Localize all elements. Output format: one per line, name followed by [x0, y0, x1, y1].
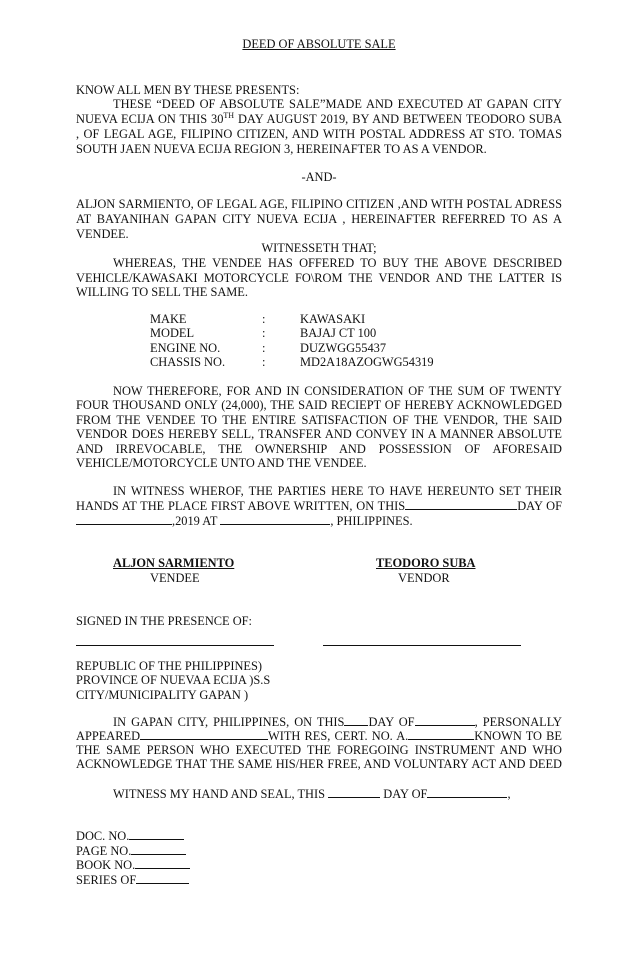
cert-no-blank[interactable] — [408, 728, 474, 740]
witness-signature-line-2[interactable] — [323, 645, 521, 646]
vendee-line-2: AT BAYANIHAN GAPAN CITY NUEVA ECIJA , HEREINAFTER REFERRED TO AS A — [76, 212, 562, 226]
vendee-line-3: VENDEE. — [76, 227, 129, 241]
consideration-line-6: VEHICLE/MOTORCYCLE UNTO AND THE VENDEE. — [76, 456, 367, 470]
and-separator: -AND- — [301, 170, 337, 184]
republic-line-3: CITY/MUNICIPALITY GAPAN ) — [76, 688, 249, 702]
ack-line-4: ACKNOWLEDGE THAT THE SAME HIS/HER FREE, AND VOLUNTARY ACT AND DEED — [76, 757, 562, 771]
intro-line-1: THESE “DEED OF ABSOLUTE SALE”MADE AND EXECUTED AT GAPAN CITY — [113, 97, 562, 111]
place-blank[interactable] — [220, 513, 330, 525]
spec-value: BAJAJ CT 100 — [300, 326, 377, 340]
ack-day-blank[interactable] — [344, 714, 368, 726]
in-witness-line-2: HANDS AT THE PLACE FIRST ABOVE WRITTEN, ON THIS DAY OF — [76, 499, 563, 513]
spec-label: MAKE — [150, 312, 187, 326]
spec-value: DUZWGG55437 — [300, 341, 387, 355]
spec-colon: : — [262, 312, 266, 326]
intro-heading: KNOW ALL MEN BY THESE PRESENTS: — [76, 83, 300, 97]
book-no-blank[interactable] — [135, 857, 190, 869]
spec-value: KAWASAKI — [300, 312, 366, 326]
spec-label: MODEL — [150, 326, 195, 340]
doc-no: DOC. NO. — [76, 828, 184, 844]
intro-line-4: SOUTH JAEN NUEVA ECIJA REGION 3, HEREINAFTER TO AS A VENDOR. — [76, 142, 487, 156]
spec-label: CHASSIS NO. — [150, 355, 226, 369]
vendee-line-1: ALJON SARMIENTO, OF LEGAL AGE, FILIPINO CITIZEN ,AND WITH POSTAL ADRESS — [76, 197, 562, 211]
page-no: PAGE NO. — [76, 843, 186, 859]
series-blank[interactable] — [136, 872, 189, 884]
spec-label: ENGINE NO. — [150, 341, 221, 355]
consideration-line-1: NOW THEREFORE, FOR AND IN CONSIDERATION OF THE SUM OF TWENTY — [113, 384, 562, 398]
appeared-blank[interactable] — [140, 728, 268, 740]
seal-day-blank[interactable] — [328, 786, 380, 798]
republic-line-1: REPUBLIC OF THE PHILIPPINES) — [76, 659, 262, 673]
consideration-line-2: FOUR THOUSAND ONLY (24,000), THE SAID RECIEPT OF HEREBY ACKNOWLEDGED — [76, 398, 562, 412]
in-witness-line-1: IN WITNESS WHEROF, THE PARTIES HERE TO HAVE HEREUNTO SET THEIR — [113, 484, 562, 498]
day-blank[interactable] — [405, 498, 517, 510]
intro-line-3: , OF LEGAL AGE, FILIPINO CITIZEN, AND WITH POSTAL ADDRESS AT STO. TOMAS — [76, 127, 562, 141]
witnesseth-heading: WITNESSETH THAT; — [261, 241, 377, 255]
whereas-line-2: VEHICLE/KAWASAKI MOTORCYCLE FO\ROM THE VENDOR AND THE LATTER IS — [76, 271, 562, 285]
consideration-line-5: AND IRREVOCABLE, THE OWNERSHIP AND POSSESSION OF AFORESAID — [76, 442, 562, 456]
vendee-name: ALJON SARMIENTO — [113, 556, 235, 570]
doc-no-blank[interactable] — [129, 828, 184, 840]
spec-colon: : — [262, 355, 266, 369]
signed-presence: SIGNED IN THE PRESENCE OF: — [76, 614, 253, 628]
book-no: BOOK NO. — [76, 857, 190, 873]
page-no-blank[interactable] — [131, 843, 186, 855]
document-title: DEED OF ABSOLUTE SALE — [242, 37, 396, 51]
spec-value: MD2A18AZOGWG54319 — [300, 355, 434, 369]
ack-line-2: APPEARED WITH RES, CERT. NO. A. KNOWN TO BE — [76, 729, 562, 743]
intro-line-2: NUEVA ECIJA ON THIS 30TH DAY AUGUST 2019, BY AND BETWEEN TEODORO SUBA — [76, 111, 562, 126]
consideration-line-4: VENDOR DOES HEREBY SELL, TRANSFER AND CONVEY IN A MANNER ABSOLUTE — [76, 427, 562, 441]
in-witness-line-3: ,2019 AT , PHILIPPINES. — [76, 513, 413, 529]
witness-seal-line: WITNESS MY HAND AND SEAL, THIS DAY OF , — [113, 787, 511, 801]
whereas-line-3: WILLING TO SELL THE SAME. — [76, 285, 248, 299]
ack-month-blank[interactable] — [415, 714, 475, 726]
vendor-name: TEODORO SUBA — [376, 556, 476, 570]
spec-colon: : — [262, 341, 266, 355]
month-blank[interactable] — [76, 513, 172, 525]
series-of: SERIES OF — [76, 872, 189, 888]
vendor-role: VENDOR — [398, 571, 450, 585]
whereas-line-1: WHEREAS, THE VENDEE HAS OFFERED TO BUY THE ABOVE DESCRIBED — [113, 256, 562, 270]
republic-line-2: PROVINCE OF NUEVAA ECIJA )S.S — [76, 673, 271, 687]
ack-line-1: IN GAPAN CITY, PHILIPPINES, ON THIS DAY OF , PERSONALLY — [113, 715, 563, 729]
ack-line-3: THE SAME PERSON WHO EXECUTED THE FOREGOING INSTRUMENT AND WHO — [76, 743, 562, 757]
spec-colon: : — [262, 326, 266, 340]
consideration-line-3: FROM THE VENDEE TO THE ENTIRE SATISFACTION OF THE VENDOR, THE SAID — [76, 413, 562, 427]
seal-month-blank[interactable] — [427, 786, 507, 798]
vehicle-specs — [0, 312, 638, 372]
vendee-role: VENDEE — [150, 571, 200, 585]
witness-signature-line-1[interactable] — [76, 645, 274, 646]
